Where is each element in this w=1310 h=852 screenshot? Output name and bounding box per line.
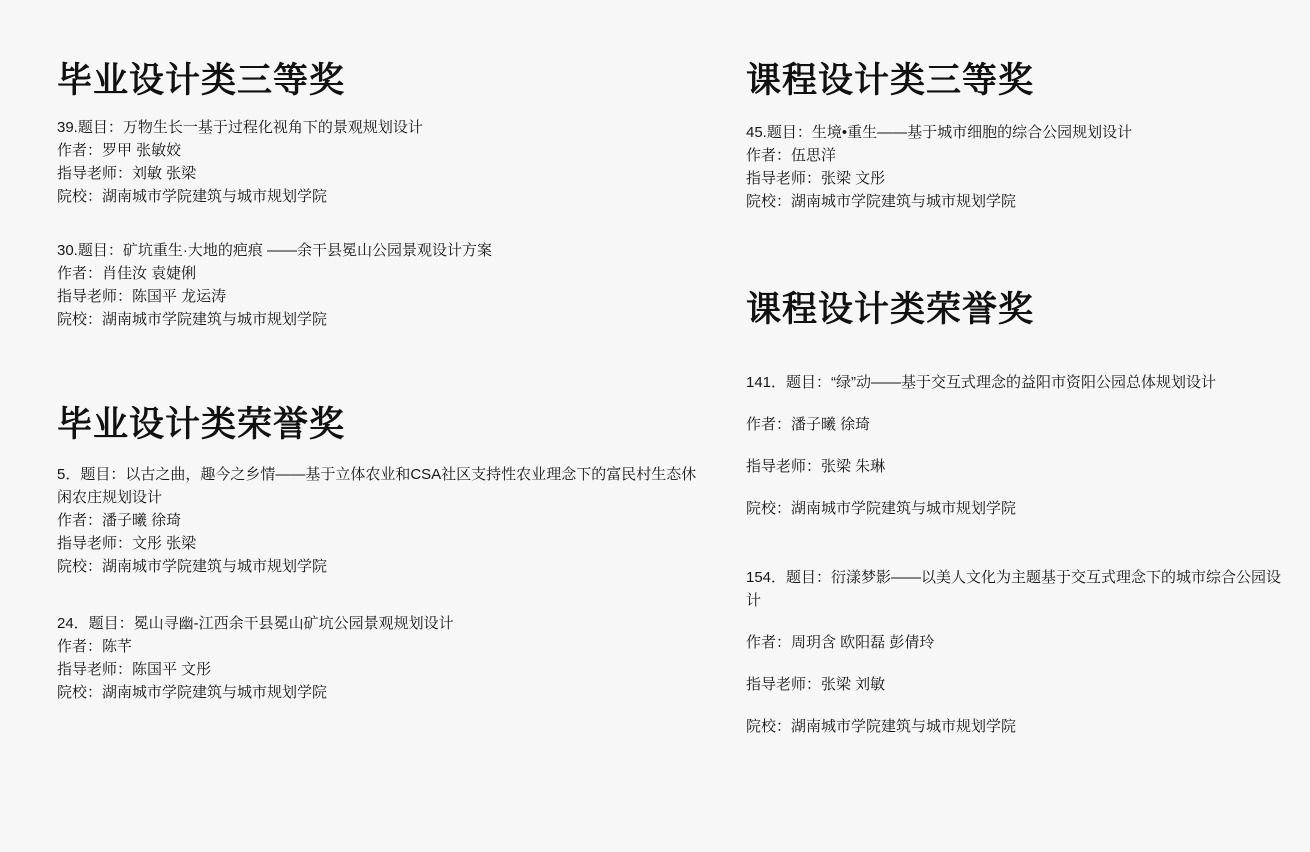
entry-authors: 作者：伍思洋 [746,147,837,164]
entry-advisors: 指导老师：张梁 文彤 [746,170,886,187]
entry-authors: 作者：罗甲 张敏姣 [57,142,182,159]
entry-advisors: 指导老师：刘敏 张梁 [57,165,197,182]
entry-school: 院校：湖南城市学院建筑与城市规划学院 [57,188,328,205]
entry-authors: 作者：陈芊 [57,638,133,655]
entry-title: 24．题目：冕山寻幽-江西余干县冕山矿坑公园景观规划设计 [57,615,454,632]
entry-title: 39.题目：万物生长一基于过程化视角下的景观规划设计 [57,119,423,136]
award-entry-39 [57,116,702,208]
entry-title: 45.题目：生境•重生——基于城市细胞的综合公园规划设计 [746,124,1133,141]
entry-authors: 作者：潘子曦 徐琦 [57,512,182,529]
entry-advisors: 指导老师：张梁 刘敏 [746,676,886,693]
entry-title: 5．题目：以古之曲，趣今之乡情——基于立体农业和CSA社区支持性农业理念下的富民村生态休闲农庄规划设计 [57,466,697,506]
entry-title: 141．题目：“绿”动——基于交互式理念的益阳市资阳公园总体规划设计 [746,374,1217,391]
section-heading-graduation-third-prize: 毕业设计类三等奖 [57,61,346,100]
left-column [57,0,702,704]
entry-title: 30.题目：矿坑重生·大地的疤痕 ——余干县冕山公园景观设计方案 [57,242,493,259]
right-column [746,0,1291,757]
section-heading-course-honor-prize: 课程设计类荣誉奖 [746,290,1035,329]
entry-authors: 作者：肖佳汝 袁婕俐 [57,265,197,282]
award-entry-5 [57,463,702,578]
entry-school: 院校：湖南城市学院建筑与城市规划学院 [57,558,328,575]
entry-advisors: 指导老师：张梁 朱琳 [746,458,886,475]
entry-school: 院校：湖南城市学院建筑与城市规划学院 [746,193,1017,210]
entry-authors: 作者：潘子曦 徐琦 [746,416,871,433]
entry-school: 院校：湖南城市学院建筑与城市规划学院 [57,311,328,328]
entry-advisors: 指导老师：文彤 张梁 [57,535,197,552]
entry-advisors: 指导老师：陈国平 龙运涛 [57,288,227,305]
award-entry-24 [57,612,702,704]
entry-school: 院校：湖南城市学院建筑与城市规划学院 [57,684,328,701]
award-entry-45 [746,121,1291,213]
section-heading-graduation-honor-prize: 毕业设计类荣誉奖 [57,405,346,444]
entry-authors: 作者：周玥含 欧阳磊 彭倩玲 [746,634,935,651]
award-entry-141 [746,371,1291,520]
entry-advisors: 指导老师：陈国平 文彤 [57,661,212,678]
entry-title: 154．题目：衍漾梦影——以美人文化为主题基于交互式理念下的城市综合公园设计 [746,569,1282,609]
entry-school: 院校：湖南城市学院建筑与城市规划学院 [746,718,1017,735]
award-entry-154 [746,566,1291,738]
entry-school: 院校：湖南城市学院建筑与城市规划学院 [746,500,1017,517]
award-entry-30 [57,239,702,331]
section-heading-course-third-prize: 课程设计类三等奖 [746,61,1035,100]
